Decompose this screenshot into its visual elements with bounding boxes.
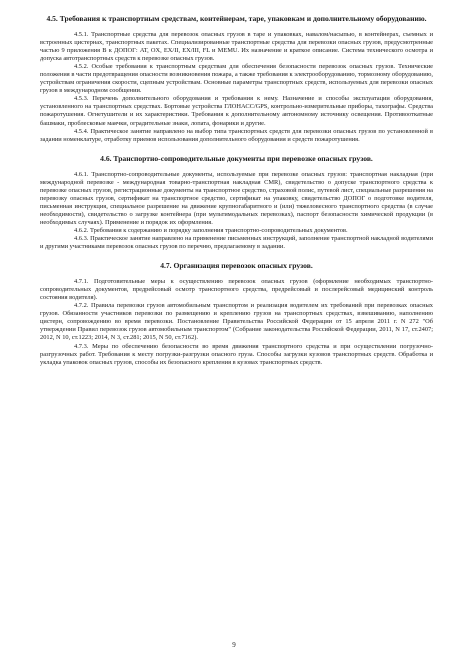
paragraph-4-6-3: 4.6.3. Практическое занятие направлено на применение письменных инструкций, заполнение транспортной накладной водителями и другими участниками перевозок опасных грузов по перечню, предлагаемому в задании.: [40, 235, 433, 251]
paragraph-4-7-3: 4.7.3. Меры по обеспечению безопасности во время движения транспортного средства и при осуществлении погрузочно-разгрузочных работ. Требования к месту погрузки-разгрузки опасного груза. Способы загрузки кузовов транспортных средств. Обработка и укладка упаковок опасных грузов, способы их безопасного крепления в кузовах транспортных средств.: [40, 342, 433, 366]
section-heading-4-5: 4.5. Требования к транспортным средствам, контейнерам, таре, упаковкам и дополнительному оборудованию.: [46, 14, 427, 23]
paragraph-4-7-2: 4.7.2. Правила перевозки грузов автомобильным транспортом и реализация водителем их требований при перевозках опасных грузов. Обязанности участников перевозки по размещению и креплению грузов на транспортных средствах, взвешиванию, наполнению цистерн, сопровождению во время перевозки. Постановление Правительства Российской Федерации от 15 апреля 2011 г. N 272 "Об утверждении Правил перевозок грузов автомобильным транспортом" (Собрание законодательства Российской Федерации, 2011, N 17, ст.2407; 2012, N 10, ст.1223; 2014, N 3, ст.281; 2015, N 50, ст.7162).: [40, 302, 433, 342]
paragraph-4-6-1: 4.6.1. Транспортно-сопроводительные документы, используемые при перевозке опасных грузов: транспортная накладная (при международной перевозке - международная товарно-транспортная накладная CMR), свидетельство о допуске транспортного средства к перевозке опасных грузов, регистрационные документы на транспортное средство, страховой полис, путевой лист, специальные разрешения на перевозку опасных грузов, сертификат на транспортное средство, сертификат на упаковку, свидетельство ДОПОГ о подготовке водителя, письменная инструкция, специальное разрешение на движение крупногабаритного и (или) тяжеловесного транспортного средства (в случае необходимости), свидетельство о загрузке контейнера (при мультимодальных перевозках), паспорт безопасности химической продукции (в необходимых случаях). Применение и порядок их оформления.: [40, 170, 433, 226]
paragraph-4-5-1: 4.5.1. Транспортные средства для перевозок опасных грузов в таре и упаковках, навалом/насыпью, в контейнерах, съемных и встроенных цистернах, транспортных пакетах. Специализированные транспортные средства для перевозки опасных грузов, предусмотренные частью 9 приложения В к ДОПОГ: AT, OX, EX/II, EX/III, FL и MEMU. Их назначение и краткое описание. Система технического осмотра и допуска автотранспортных средств к перевозке опасных грузов.: [40, 31, 433, 63]
paragraph-4-5-3: 4.5.3. Перечень дополнительного оборудования и требования к нему. Назначение и способы эксплуатации оборудования, установленного на транспортных средствах. Бортовые устройства ГЛОНАСС/GPS, контрольно-измерительные приборы, тахографы. Средства пожаротушения. Огнетушители и их характеристики. Требования к дополнительному автономному источнику освещения. Противооткатные башмаки, проблесковые маячки, оградительные знаки, лопата, фонарики и другие.: [40, 95, 433, 127]
section-heading-4-6: 4.6. Транспортно-сопроводительные документы при перевозке опасных грузов.: [100, 153, 373, 163]
paragraph-4-7-1: 4.7.1. Подготовительные меры к осуществлению перевозок опасных грузов (оформление необходимых транспортно-сопроводительных документов, предрейсовый осмотр транспортного средства, предрейсовый и послерейсовый медицинский контроль состояния водителя).: [40, 278, 433, 302]
section-heading-4-7: 4.7. Организация перевозок опасных грузов.: [160, 261, 313, 271]
paragraph-4-5-4: 4.5.4. Практическое занятие направлено на выбор типа транспортных средств для перевозки опасных грузов по установленной в задании номенклатуре, отработку приемов использования дополнительного оборудования и средств пожаротушения.: [40, 127, 433, 143]
paragraph-4-5-2: 4.5.2. Особые требования к транспортным средствам для обеспечения безопасности перевозок опасных грузов. Технические положения в части предотвращения опасности возникновения пожара, а также требования к электрооборудованию, тормозному оборудованию, устройствам ограничения скорости, сцепным устройствам. Основные параметры транспортных средств, используемых для перевозки опасных грузов в международном сообщении.: [40, 63, 433, 95]
page-number: 9: [232, 641, 236, 649]
page-content: [40, 14, 433, 367]
paragraph-4-6-2: 4.6.2. Требования к содержанию и порядку заполнения транспортно-сопроводительных документов.: [74, 226, 348, 234]
